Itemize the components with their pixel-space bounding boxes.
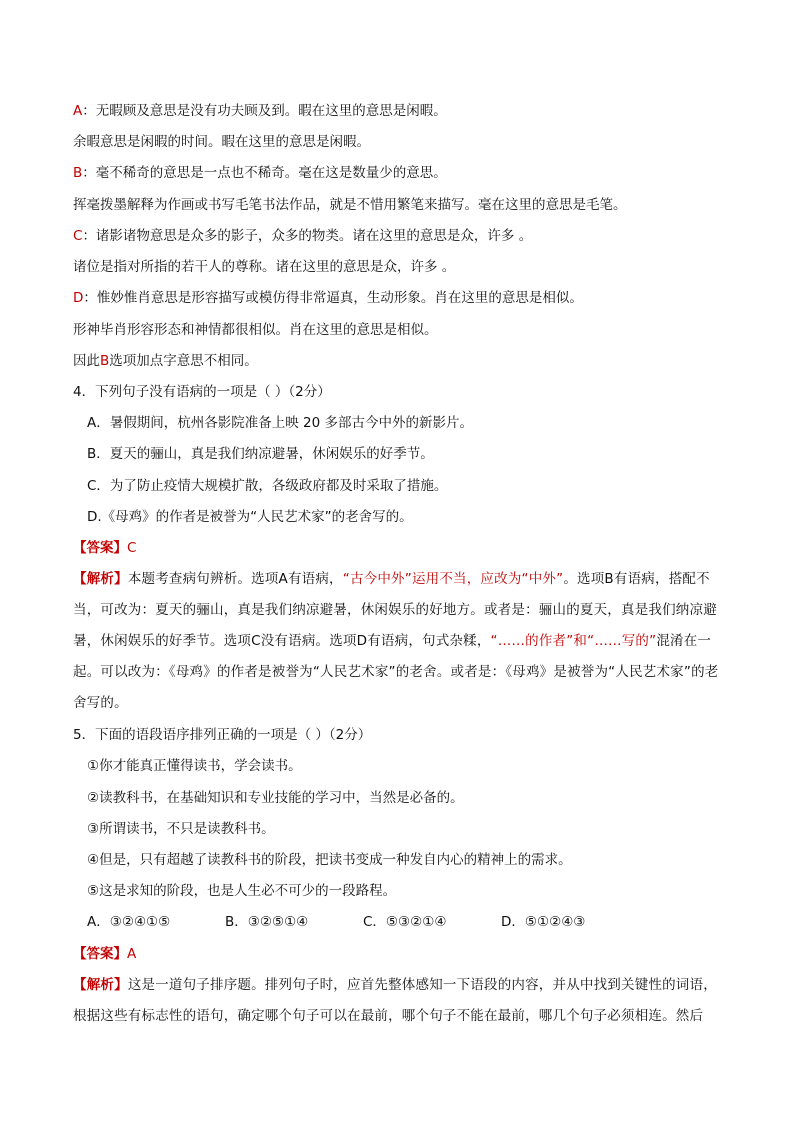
question-5-sentence-1: ①你才能真正懂得读书，学会读书。 [87,758,302,774]
question-5-analysis: 【解析】这是一道句子排序题。排列句子时，应首先整体感知一下语段的内容，并从中找到关键性的词语，根据这些有标志性的语句，确定哪个句子可以在最前，哪个句子不能在最前，哪几个句子必须相连。然后 [73,977,717,1024]
question-5-sentence-5: ⑤这是求知的阶段，也是人生必不可少的一段路程。 [87,883,397,899]
question-4-stem: 4．下列句子没有语病的一项是（ ）（2分） [73,384,331,400]
question-5-option-b: B．③②⑤①④ [225,914,309,930]
question-4-option-b: B．夏天的骊山，真是我们纳凉避暑，休闲娱乐的好季节。 [87,446,434,462]
option-d-explanation-2: 形神毕肖形容形态和神情都很相似。肖在这里的意思是相似。 [73,322,438,338]
option-c-explanation: C：诸影诸物意思是众多的影子，众多的物类。诸在这里的意思是众，许多 。 [73,228,533,244]
option-a-explanation: A：无暇顾及意思是没有功夫顾及到。暇在这里的意思是闲暇。 [73,103,447,119]
question-5-sentence-2: ②读教科书，在基础知识和专业技能的学习中，当然是必备的。 [87,790,464,806]
question-5-option-d: D．⑤①②④③ [501,914,586,930]
question-5-sentence-4: ④但是，只有超越了读教科书的阶段，把读书变成一种发自内心的精神上的需求。 [87,852,572,868]
question-4-option-d: D.《母鸡》的作者是被誉为“人民艺术家”的老舍写的。 [87,509,413,525]
option-b-explanation-2: 挥毫拨墨解释为作画或书写毛笔书法作品，就是不惜用繁笔来描写。毫在这里的意思是毛笔。 [73,197,627,213]
option-c-explanation-2: 诸位是指对所指的若干人的尊称。诸在这里的意思是众，许多 。 [73,259,456,275]
question-5-option-c: C．⑤③②①④ [363,914,447,930]
conclusion: 因此B选项加点字意思不相同。 [73,353,258,369]
question-4-option-a: A．暑假期间，杭州各影院准备上映 20 多部古今中外的新影片。 [87,415,473,431]
question-5-options [87,912,737,932]
question-4-answer: 【答案】C [73,540,137,556]
question-5-sentence-3: ③所谓读书，不只是读教科书。 [87,821,275,837]
question-5-stem: 5．下面的语段语序排列正确的一项是（ ）（2分） [73,727,372,743]
question-5-answer: 【答案】A [73,946,137,962]
question-5-option-a: A．③②④①⑤ [87,914,171,930]
option-b-explanation: B：毫不稀奇的意思是一点也不稀奇。毫在这是数量少的意思。 [73,165,447,181]
question-4-option-c: C．为了防止疫情大规模扩散，各级政府都及时采取了措施。 [87,478,448,494]
question-4-analysis: 【解析】本题考查病句辨析。选项A有语病，“古今中外”运用不当，应改为“中外”。选项B有语病，搭配不当，可改为：夏天的骊山，真是我们纳凉避暑，休闲娱乐的好地方。或者是：骊山的夏天，真是我们纳凉避暑，休闲娱乐的好季节。选项C没有语病。选项D有语病，句式杂糅，“……的作者”和“……写的”混淆在一起。可以改为：《母鸡》的作者是被誉为“人民艺术家”的老舍。或者是：《母鸡》是被誉为“人民艺术家”的老舍写的。 [73,571,719,711]
option-d-explanation: D：惟妙惟肖意思是形容描写或模仿得非常逼真，生动形象。肖在这里的意思是相似。 [73,290,583,306]
option-a-explanation-2: 余暇意思是闲暇的时间。暇在这里的意思是闲暇。 [73,134,370,150]
